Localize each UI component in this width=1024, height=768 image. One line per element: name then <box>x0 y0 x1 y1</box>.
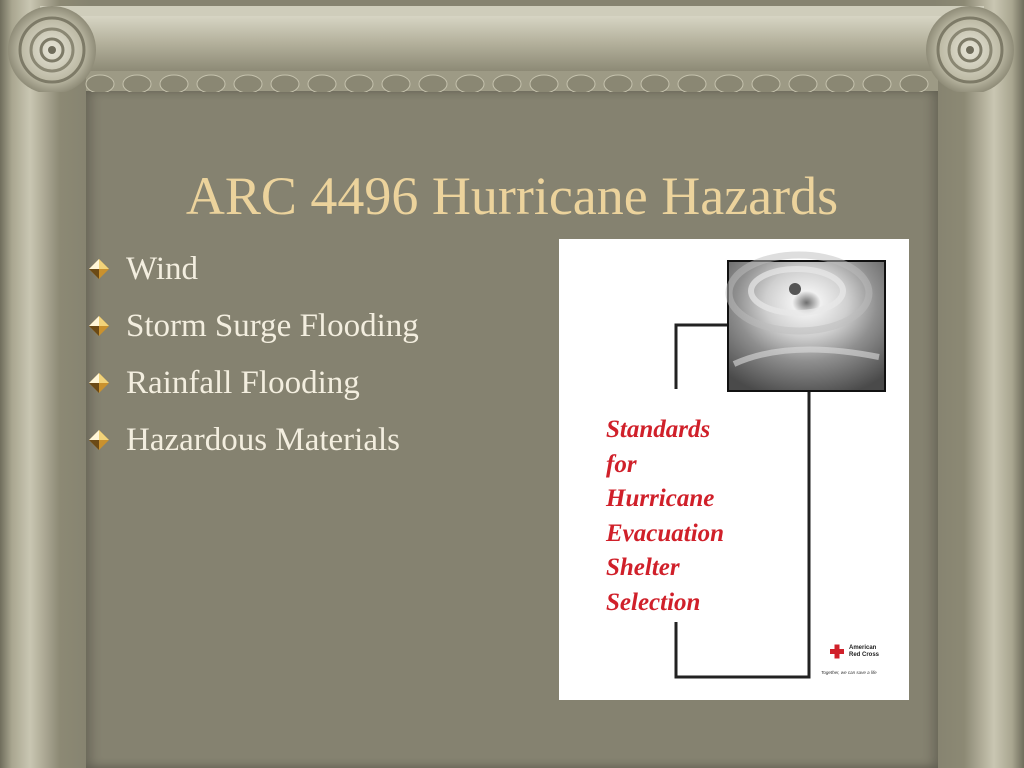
cover-title-line: Evacuation <box>606 519 725 547</box>
cover-title-line: for <box>606 450 637 478</box>
red-cross-logo-text <box>849 645 889 658</box>
column-capital <box>0 0 1024 92</box>
bullet-label: Wind <box>126 251 198 287</box>
hurricane-satellite-photo <box>728 255 885 391</box>
diamond-bullet-icon <box>88 429 110 451</box>
logo-line: Red Cross <box>849 651 880 658</box>
cover-title <box>606 413 806 620</box>
right-volute <box>926 6 1014 92</box>
cover-title-line: Selection <box>606 588 701 616</box>
cover-title-line: Standards <box>606 416 711 443</box>
diamond-bullet-icon <box>88 258 110 280</box>
cover-tagline: Together, we can save a life <box>821 670 877 675</box>
left-volute <box>8 6 96 92</box>
cover-title-line: Shelter <box>606 554 680 581</box>
list-item <box>88 248 528 305</box>
list-item <box>88 419 528 476</box>
list-item <box>88 305 528 362</box>
list-item <box>88 362 528 419</box>
bullet-label: Storm Surge Flooding <box>126 308 419 344</box>
diamond-bullet-icon <box>88 372 110 394</box>
diamond-bullet-icon <box>88 315 110 337</box>
cover-title-line: Hurricane <box>606 485 715 512</box>
bullet-label: Hazardous Materials <box>126 422 400 458</box>
slide-title: ARC 4496 Hurricane Hazards <box>185 166 839 227</box>
logo-line: American <box>849 645 877 651</box>
bullet-label: Rainfall Flooding <box>126 365 360 401</box>
report-cover-image <box>559 239 909 700</box>
red-cross-icon <box>830 645 844 659</box>
bullet-list <box>88 248 528 476</box>
